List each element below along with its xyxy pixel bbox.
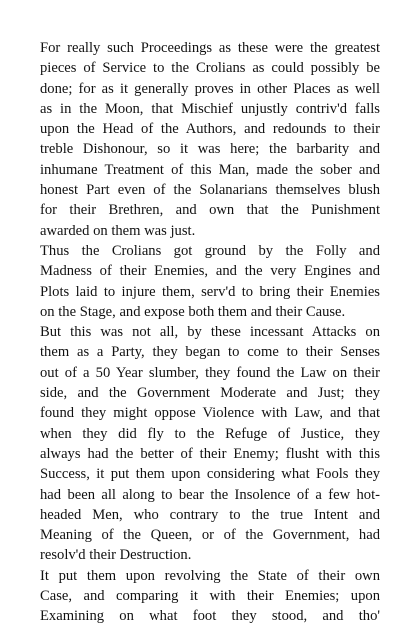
- text-line: Case, and comparing it with their Enemies; upon: [40, 588, 380, 605]
- text-line: as in the Moon, that Mischief unjustly contriv'd falls: [40, 100, 380, 117]
- text-line: treble Dishonour, so it was here; the barbarity and: [40, 141, 380, 158]
- paragraph-1: [40, 38, 380, 241]
- text-line: for their Brethren, and own that the Punishment: [40, 202, 380, 219]
- text-line: pieces of Service to the Crolians as could possibly be: [40, 60, 380, 77]
- text-line: honest Part even of the Solanarians themselves blush: [40, 182, 380, 199]
- text-line: For really such Proceedings as these were the greatest: [40, 40, 380, 56]
- text-line: done; for as it generally proves in other Places as well: [40, 80, 380, 97]
- text-line: resolv'd their Destruction.: [40, 547, 192, 564]
- text-line: Meaning of the Queen, or of the Government, had: [40, 527, 380, 544]
- text-line: Success, it put them upon considering what Fools they: [40, 466, 380, 483]
- text-line: them as a Party, they began to come to their Senses: [40, 344, 380, 361]
- text-line: It put them upon revolving the State of their own: [40, 567, 380, 584]
- text-line: Plots laid to injure them, serv'd to bring their Enemies: [40, 283, 380, 300]
- text-line: side, and the Government Moderate and Just; they: [40, 385, 380, 402]
- paragraph-2: [40, 241, 380, 322]
- document-page: [40, 38, 380, 627]
- paragraph-4: [40, 566, 380, 627]
- text-line: on the Stage, and expose both them and their Cause.: [40, 303, 346, 320]
- text-line: But this was not all, by these incessant Attacks on: [40, 324, 380, 341]
- text-line: out of a 50 Year slumber, they found the Law on their: [40, 364, 380, 381]
- text-line: headed Men, who contrary to the true Intent and: [40, 506, 380, 523]
- text-line: Thus the Crolians got ground by the Folly and: [40, 242, 380, 259]
- paragraph-3: [40, 322, 380, 566]
- text-line: awarded on them was just.: [40, 222, 196, 239]
- text-line: upon the Head of the Authors, and redounds to their: [40, 121, 380, 138]
- text-line: found they might oppose Violence with Law, and that: [40, 405, 380, 422]
- text-line: inhumane Treatment of this Man, made the sober and: [40, 161, 380, 178]
- text-line: had been all along to bear the Insolence of a few hot-: [40, 486, 380, 503]
- text-line: when they did fly to the Refuge of Justice, they: [40, 425, 380, 442]
- text-line: Examining on what foot they stood, and tho': [40, 608, 380, 625]
- text-line: always had the better of their Enemy; flusht with this: [40, 445, 380, 462]
- text-line: Madness of their Enemies, and the very Engines and: [40, 263, 380, 280]
